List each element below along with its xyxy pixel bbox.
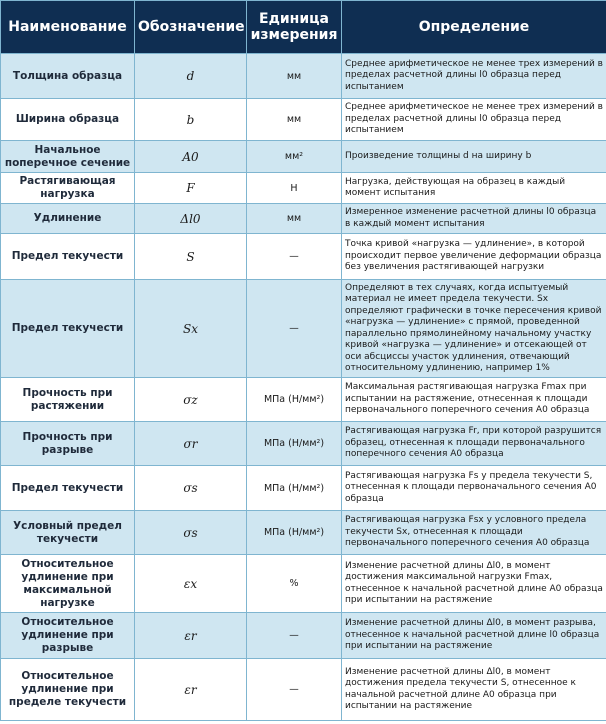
- table-row: [1, 511, 606, 555]
- row-symbol: b: [135, 99, 247, 141]
- header-row: [1, 1, 606, 54]
- row-name: Растягивающая нагрузка: [1, 173, 135, 204]
- row-unit: —: [247, 234, 342, 280]
- row-name: Предел текучести: [1, 234, 135, 280]
- row-symbol: F: [135, 173, 247, 204]
- row-unit: —: [247, 659, 342, 721]
- row-definition: Растягивающая нагрузка Fs у предела текучести S, отнесенная к площади первоначального сечения A0 образца: [342, 466, 606, 511]
- row-unit: МПа (Н/мм²): [247, 466, 342, 511]
- row-symbol: εr: [135, 659, 247, 721]
- row-unit: —: [247, 280, 342, 378]
- table-row: [1, 280, 606, 378]
- row-name: Относительное удлинение при максимальной нагрузке: [1, 555, 135, 613]
- table-row: [1, 659, 606, 721]
- row-definition: Изменение расчетной длины Δl0, в момент разрыва, отнесенное к начальной расчетной длине l0 образца при испытании на растяжение: [342, 613, 606, 659]
- row-name: Прочность при разрыве: [1, 422, 135, 466]
- table-row: [1, 613, 606, 659]
- row-name: Толщина образца: [1, 54, 135, 99]
- table-row: [1, 141, 606, 173]
- row-unit: %: [247, 555, 342, 613]
- table-row: [1, 466, 606, 511]
- row-name: Начальное поперечное сечение: [1, 141, 135, 173]
- row-unit: МПа (Н/мм²): [247, 511, 342, 555]
- row-unit: мм²: [247, 141, 342, 173]
- row-name: Прочность при растяжении: [1, 378, 135, 422]
- table-row: [1, 234, 606, 280]
- row-unit: МПа (Н/мм²): [247, 422, 342, 466]
- row-definition: Растягивающая нагрузка Fsx у условного предела текучести Sx, отнесенная к площади первоначального поперечного сечения A0 образца: [342, 511, 606, 555]
- row-name: Относительное удлинение при разрыве: [1, 613, 135, 659]
- table-row: [1, 99, 606, 141]
- row-unit: Н: [247, 173, 342, 204]
- header-name: Наименование: [1, 1, 135, 54]
- table-row: [1, 378, 606, 422]
- row-symbol: Sx: [135, 280, 247, 378]
- table-row: [1, 422, 606, 466]
- row-symbol: σs: [135, 511, 247, 555]
- row-symbol: A0: [135, 141, 247, 173]
- header-symbol: Обозначение: [135, 1, 247, 54]
- row-definition: Точка кривой «нагрузка — удлинение», в которой происходит первое увеличение деформации образца без увеличения растягивающей нагрузки: [342, 234, 606, 280]
- row-definition: Определяют в тех случаях, когда испытуемый материал не имеет предела текучести. Sx определяют графически в точке пересечения кривой «нагрузка — удлинение» с прямой, проведенной параллельно прямолинейному начальному участку кривой «нагрузка — удлинение» и отсекающей от оси абсциссы участок удлинения, отвечающий относительному удлинению, например 1%: [342, 280, 606, 378]
- table-row: [1, 204, 606, 234]
- row-definition: Растягивающая нагрузка Fr, при которой разрушится образец, отнесенная к площади первоначального поперечного сечения A0 образца: [342, 422, 606, 466]
- row-unit: мм: [247, 99, 342, 141]
- row-definition: Максимальная растягивающая нагрузка Fmax при испытании на растяжение, отнесенная к площади первоначального поперечного сечения A0 образца: [342, 378, 606, 422]
- row-symbol: εr: [135, 613, 247, 659]
- row-unit: мм: [247, 204, 342, 234]
- row-symbol: d: [135, 54, 247, 99]
- row-definition: Измеренное изменение расчетной длины l0 образца в каждый момент испытания: [342, 204, 606, 234]
- header-definition: Определение: [342, 1, 606, 54]
- header-unit: Единица измерения: [247, 1, 342, 54]
- row-symbol: εx: [135, 555, 247, 613]
- row-unit: МПа (Н/мм²): [247, 378, 342, 422]
- row-symbol: S: [135, 234, 247, 280]
- row-definition: Нагрузка, действующая на образец в каждый момент испытания: [342, 173, 606, 204]
- row-definition: Изменение расчетной длины Δl0, в момент достижения максимальной нагрузки Fmax, отнесенное к начальной расчетной длине A0 образца при испытании на растяжение: [342, 555, 606, 613]
- row-symbol: σs: [135, 466, 247, 511]
- row-definition: Произведение толщины d на ширину b: [342, 141, 606, 173]
- row-name: Относительное удлинение при пределе текучести: [1, 659, 135, 721]
- row-name: Предел текучести: [1, 466, 135, 511]
- row-symbol: Δl0: [135, 204, 247, 234]
- row-unit: —: [247, 613, 342, 659]
- table-row: [1, 54, 606, 99]
- row-name: Удлинение: [1, 204, 135, 234]
- row-symbol: σr: [135, 422, 247, 466]
- row-definition: Изменение расчетной длины Δl0, в момент достижения предела текучести S, отнесенное к начальной расчетной длине A0 образца при испытании на растяжение: [342, 659, 606, 721]
- table-row: [1, 173, 606, 204]
- row-definition: Среднее арифметическое не менее трех измерений в пределах расчетной длины l0 образца перед испытанием: [342, 54, 606, 99]
- row-definition: Среднее арифметическое не менее трех измерений в пределах расчетной длины l0 образца перед испытанием: [342, 99, 606, 141]
- row-name: Ширина образца: [1, 99, 135, 141]
- row-symbol: σz: [135, 378, 247, 422]
- table-row: [1, 555, 606, 613]
- row-name: Условный предел текучести: [1, 511, 135, 555]
- row-name: Предел текучести: [1, 280, 135, 378]
- row-unit: мм: [247, 54, 342, 99]
